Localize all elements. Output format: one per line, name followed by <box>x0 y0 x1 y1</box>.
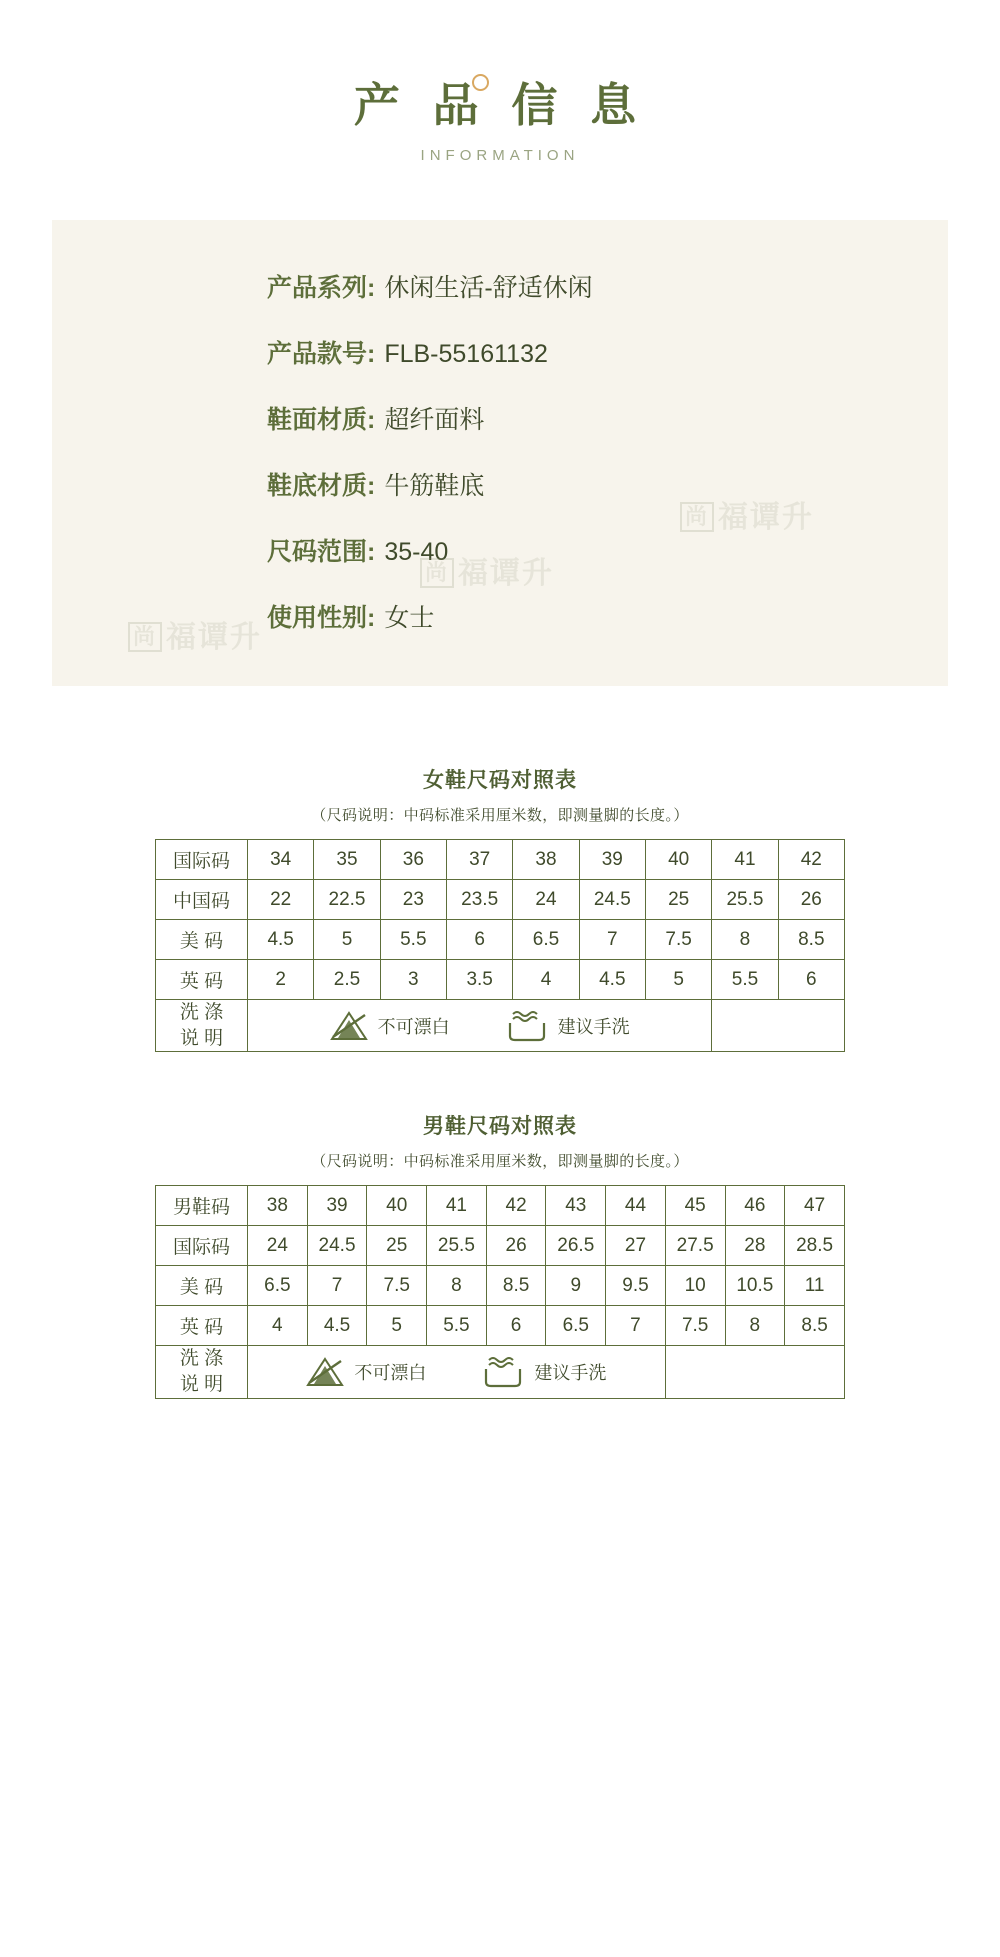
page-title <box>354 78 646 133</box>
table-cell: 6.5 <box>248 1266 308 1306</box>
info-value: 牛筋鞋底 <box>384 472 485 501</box>
table-cell: 8 <box>427 1266 487 1306</box>
table-cell: 8 <box>712 920 778 960</box>
table-row <box>156 840 845 880</box>
care-header-line2: 说 明 <box>179 1374 224 1396</box>
table-cell: 6.5 <box>513 920 579 960</box>
info-row <box>267 598 948 634</box>
table-cell: 2 <box>248 960 314 1000</box>
row-header: 美 码 <box>156 920 248 960</box>
men-size-chart-title: 男鞋尺码对照表 <box>423 1115 577 1139</box>
info-row <box>267 466 948 502</box>
info-label: 产品款号: <box>267 340 376 369</box>
care-header-line1: 洗 涤 <box>179 1348 224 1370</box>
table-cell: 4.5 <box>307 1306 367 1346</box>
table-cell: 24 <box>513 880 579 920</box>
table-cell: 28 <box>725 1226 785 1266</box>
table-cell: 25 <box>645 880 711 920</box>
page-title-text: 产 品 信 息 <box>353 79 647 131</box>
table-cell: 8 <box>725 1306 785 1346</box>
care-row-header <box>156 1000 248 1052</box>
table-cell: 26 <box>778 880 844 920</box>
care-row <box>156 1346 845 1398</box>
table-cell: 10.5 <box>725 1266 785 1306</box>
table-cell: 47 <box>785 1186 845 1226</box>
table-cell: 40 <box>645 840 711 880</box>
table-cell: 7 <box>307 1266 367 1306</box>
table-cell: 6.5 <box>546 1306 606 1346</box>
info-value: FLB-55161132 <box>384 340 548 369</box>
row-header: 国际码 <box>156 840 248 880</box>
row-header: 中国码 <box>156 880 248 920</box>
info-row <box>267 532 948 568</box>
table-cell: 22 <box>248 880 314 920</box>
product-info-panel <box>52 220 948 686</box>
care-item-label: 不可漂白 <box>377 1016 450 1037</box>
hand-wash-icon <box>482 1356 524 1388</box>
table-cell: 6 <box>446 920 512 960</box>
care-empty-cell <box>665 1346 844 1398</box>
row-header: 英 码 <box>156 960 248 1000</box>
table-cell: 39 <box>307 1186 367 1226</box>
table-cell: 25 <box>367 1226 427 1266</box>
info-row <box>267 400 948 436</box>
row-header: 男鞋码 <box>156 1186 248 1226</box>
table-cell: 8.5 <box>785 1306 845 1346</box>
care-item-no-bleach <box>330 1011 450 1041</box>
table-cell: 7.5 <box>367 1266 427 1306</box>
care-item-no-bleach <box>306 1357 426 1387</box>
table-cell: 7 <box>606 1306 666 1346</box>
table-cell: 11 <box>785 1266 845 1306</box>
women-size-chart-title: 女鞋尺码对照表 <box>423 769 577 793</box>
women-size-chart-note: （尺码说明：中码标准采用厘米数，即测量脚的长度。） <box>311 807 689 825</box>
table-cell: 5.5 <box>427 1306 487 1346</box>
table-cell: 37 <box>446 840 512 880</box>
table-cell: 26 <box>486 1226 546 1266</box>
table-row <box>156 1266 845 1306</box>
table-cell: 38 <box>248 1186 308 1226</box>
table-cell: 7 <box>579 920 645 960</box>
row-header: 英 码 <box>156 1306 248 1346</box>
care-row-header <box>156 1346 248 1398</box>
men-size-table <box>155 1185 845 1398</box>
info-value: 35-40 <box>384 538 449 567</box>
table-cell: 3 <box>380 960 446 1000</box>
table-cell: 42 <box>486 1186 546 1226</box>
care-instructions-cell <box>248 1346 666 1398</box>
row-header: 国际码 <box>156 1226 248 1266</box>
table-cell: 10 <box>665 1266 725 1306</box>
table-cell: 7.5 <box>665 1306 725 1346</box>
table-cell: 5.5 <box>380 920 446 960</box>
care-item-hand-wash <box>506 1010 630 1042</box>
no-bleach-icon <box>306 1357 344 1387</box>
table-cell: 45 <box>665 1186 725 1226</box>
table-cell: 36 <box>380 840 446 880</box>
table-cell: 9 <box>546 1266 606 1306</box>
table-row <box>156 1306 845 1346</box>
table-cell: 24.5 <box>307 1226 367 1266</box>
men-size-chart-block <box>0 1110 1000 1398</box>
table-cell: 27 <box>606 1226 666 1266</box>
table-cell: 25.5 <box>427 1226 487 1266</box>
care-empty-cell <box>712 1000 845 1052</box>
table-cell: 46 <box>725 1186 785 1226</box>
table-cell: 6 <box>486 1306 546 1346</box>
table-cell: 41 <box>712 840 778 880</box>
table-cell: 5 <box>367 1306 427 1346</box>
table-cell: 34 <box>248 840 314 880</box>
table-cell: 2.5 <box>314 960 380 1000</box>
table-cell: 25.5 <box>712 880 778 920</box>
table-cell: 44 <box>606 1186 666 1226</box>
info-row <box>267 334 948 370</box>
info-row <box>267 268 948 304</box>
care-header-line1: 洗 涤 <box>179 1002 224 1024</box>
table-cell: 24 <box>248 1226 308 1266</box>
info-value: 休闲生活-舒适休闲 <box>384 274 593 303</box>
info-label: 鞋底材质: <box>267 472 376 501</box>
no-bleach-icon <box>330 1011 368 1041</box>
table-cell: 22.5 <box>314 880 380 920</box>
table-cell: 4.5 <box>579 960 645 1000</box>
women-size-chart-block <box>0 764 1000 1052</box>
table-row <box>156 1186 845 1226</box>
care-row <box>156 1000 845 1052</box>
table-cell: 39 <box>579 840 645 880</box>
women-size-table <box>155 839 845 1052</box>
info-value: 超纤面料 <box>384 406 485 435</box>
table-cell: 4 <box>513 960 579 1000</box>
table-row <box>156 880 845 920</box>
page-subtitle: INFORMATION <box>420 147 580 165</box>
table-cell: 6 <box>778 960 844 1000</box>
men-size-chart-note: （尺码说明：中码标准采用厘米数，即测量脚的长度。） <box>311 1153 689 1171</box>
info-label: 产品系列: <box>267 274 376 303</box>
table-cell: 5 <box>645 960 711 1000</box>
hand-wash-icon <box>506 1010 548 1042</box>
care-item-label: 建议手洗 <box>534 1363 607 1384</box>
care-header-line2: 说 明 <box>179 1027 224 1049</box>
table-row <box>156 960 845 1000</box>
table-cell: 5.5 <box>712 960 778 1000</box>
table-cell: 7.5 <box>645 920 711 960</box>
table-cell: 5 <box>314 920 380 960</box>
table-cell: 26.5 <box>546 1226 606 1266</box>
info-label: 鞋面材质: <box>267 406 376 435</box>
info-value: 女士 <box>384 604 435 633</box>
table-cell: 9.5 <box>606 1266 666 1306</box>
table-cell: 4.5 <box>248 920 314 960</box>
row-header: 美 码 <box>156 1266 248 1306</box>
table-cell: 8.5 <box>778 920 844 960</box>
table-cell: 23.5 <box>446 880 512 920</box>
table-cell: 24.5 <box>579 880 645 920</box>
table-cell: 28.5 <box>785 1226 845 1266</box>
info-label: 尺码范围: <box>267 538 376 567</box>
table-cell: 35 <box>314 840 380 880</box>
circle-accent-icon <box>472 74 489 91</box>
table-cell: 8.5 <box>486 1266 546 1306</box>
table-cell: 42 <box>778 840 844 880</box>
care-item-label: 建议手洗 <box>557 1016 630 1037</box>
info-label: 使用性别: <box>267 604 376 633</box>
care-item-label: 不可漂白 <box>354 1363 427 1384</box>
table-cell: 27.5 <box>665 1226 725 1266</box>
table-cell: 3.5 <box>446 960 512 1000</box>
table-cell: 41 <box>427 1186 487 1226</box>
table-cell: 40 <box>367 1186 427 1226</box>
table-row <box>156 1226 845 1266</box>
care-item-hand-wash <box>482 1356 606 1388</box>
page-header <box>0 0 1000 164</box>
table-row <box>156 920 845 960</box>
table-cell: 43 <box>546 1186 606 1226</box>
table-cell: 4 <box>248 1306 308 1346</box>
table-cell: 23 <box>380 880 446 920</box>
table-cell: 38 <box>513 840 579 880</box>
care-instructions-cell <box>248 1000 712 1052</box>
